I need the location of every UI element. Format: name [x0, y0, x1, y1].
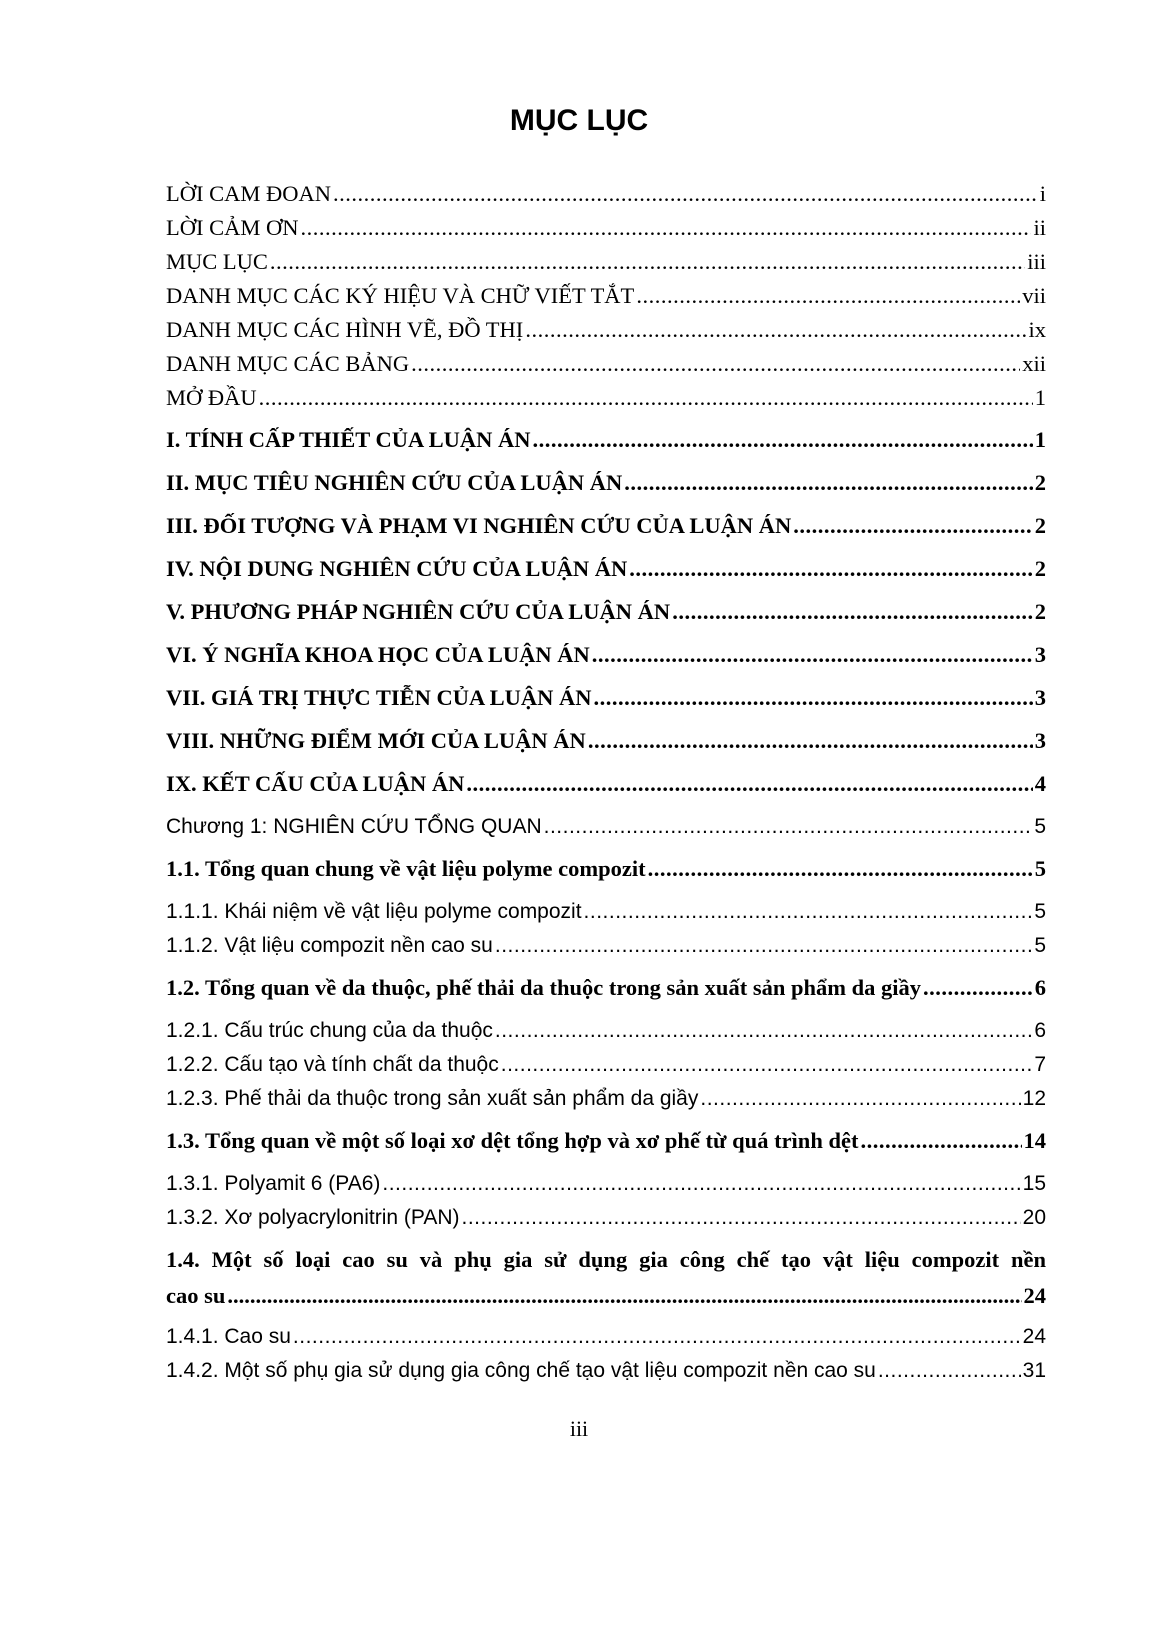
toc-entry[interactable]: VII. GIÁ TRỊ THỰC TIỄN CỦA LUẬN ÁN ..... 3 [166, 685, 1046, 711]
toc-entry[interactable]: III. ĐỐI TƯỢNG VÀ PHẠM VI NGHIÊN CỨU CỦA LUẬN ÁN ..... 2 [166, 513, 1046, 539]
toc-entry[interactable]: 1.3.2. Xơ polyacrylonitrin (PAN) ..... 20 [166, 1206, 1046, 1230]
toc-entry[interactable]: 1.2. Tổng quan về da thuộc, phế thải da thuộc trong sản xuất sản phẩm da giầy ..... 6 [166, 975, 1046, 1001]
page-title: MỤC LỤC [509, 104, 649, 137]
toc-entry[interactable]: IX. KẾT CẤU CỦA LUẬN ÁN ..... 4 [166, 771, 1046, 797]
toc-entry[interactable]: 1.4.1. Cao su ..... 24 [166, 1325, 1046, 1349]
toc-entry[interactable]: 1.3. Tổng quan về một số loại xơ dệt tổng hợp và xơ phế từ quá trình dệt ..... 14 [166, 1128, 1046, 1154]
toc-entry[interactable]: 1.1. Tổng quan chung về vật liệu polyme compozit ..... 5 [166, 856, 1046, 882]
toc-entry[interactable]: LỜI CẢM ƠN ..... ii [166, 215, 1046, 241]
toc-entry[interactable]: Chương 1: NGHIÊN CỨU TỔNG QUAN ..... 5 [166, 815, 1046, 839]
toc-entry[interactable]: 1.2.3. Phế thải da thuộc trong sản xuất sản phẩm da giầy ..... 12 [166, 1087, 1046, 1111]
toc-entry[interactable]: I. TÍNH CẤP THIẾT CỦA LUẬN ÁN ..... 1 [166, 427, 1046, 453]
toc-entry[interactable]: II. MỤC TIÊU NGHIÊN CỨU CỦA LUẬN ÁN ..... 2 [166, 470, 1046, 496]
toc-entry[interactable]: DANH MỤC CÁC BẢNG ..... xii [166, 351, 1046, 377]
toc-entry[interactable]: DANH MỤC CÁC HÌNH VẼ, ĐỒ THỊ ..... ix [166, 317, 1046, 343]
toc-entry[interactable]: LỜI CAM ĐOAN ..... i [166, 181, 1046, 207]
toc-entry[interactable]: V. PHƯƠNG PHÁP NGHIÊN CỨU CỦA LUẬN ÁN ..... 2 [166, 599, 1046, 625]
toc-entry[interactable]: VI. Ý NGHĨA KHOA HỌC CỦA LUẬN ÁN ..... 3 [166, 642, 1046, 668]
toc-entry[interactable]: 1.1.2. Vật liệu compozit nền cao su ..... 5 [166, 934, 1046, 958]
toc-entry[interactable]: 1.2.1. Cấu trúc chung của da thuộc ..... 6 [166, 1019, 1046, 1043]
toc-entry[interactable]: 1.2.2. Cấu tạo và tính chất da thuộc ..... 7 [166, 1053, 1046, 1077]
toc-entry[interactable]: 1.1.1. Khái niệm về vật liệu polyme compozit ..... 5 [166, 900, 1046, 924]
toc-entry[interactable]: 1.4. Một số loại cao su và phụ gia sử dụng gia công chế tạo vật liệu compozit nền cao su ..... 24 [166, 1247, 1046, 1309]
toc-entry[interactable]: IV. NỘI DUNG NGHIÊN CỨU CỦA LUẬN ÁN ..... 2 [166, 556, 1046, 582]
toc-entry[interactable]: DANH MỤC CÁC KÝ HIỆU VÀ CHỮ VIẾT TẮT ..... vii [166, 283, 1046, 309]
toc-entry[interactable]: 1.4.2. Một số phụ gia sử dụng gia công chế tạo vật liệu compozit nền cao su ..... 31 [166, 1359, 1046, 1383]
page-number: iii [569, 1416, 589, 1441]
toc-entry[interactable]: 1.3.1. Polyamit 6 (PA6) ..... 15 [166, 1172, 1046, 1196]
toc-entry[interactable]: VIII. NHỮNG ĐIỂM MỚI CỦA LUẬN ÁN ..... 3 [166, 728, 1046, 754]
toc-entry[interactable]: MỤC LỤC ..... iii [166, 249, 1046, 275]
toc-entry[interactable]: MỞ ĐẦU ..... 1 [166, 385, 1046, 411]
